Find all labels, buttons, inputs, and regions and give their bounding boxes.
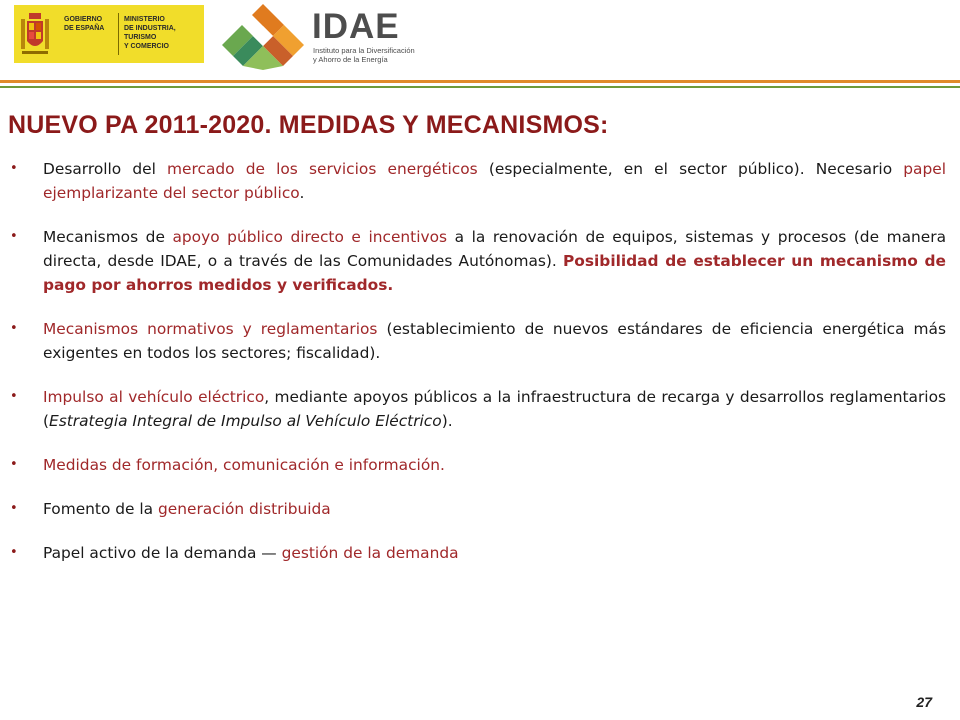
item-highlight: Mecanismos normativos y reglamentarios [43,320,378,338]
bullet-icon: • [10,161,18,176]
item-highlight: Impulso al vehículo eléctrico [43,388,265,406]
bullet-icon: • [10,501,18,516]
item-text: . [299,184,305,202]
government-label: GOBIERNO DE ESPAÑA [64,16,105,32]
bullet-list [0,157,960,585]
page-number: 27 [916,694,932,710]
government-logo [14,5,204,63]
item-highlight: gestión de la demanda [281,544,459,562]
header-rule-orange [0,80,960,83]
slide-header [0,0,960,78]
list-item [0,225,960,297]
item-highlight: papel ejemplarizante del sector público [43,160,946,202]
list-item [0,453,960,477]
bullet-icon: • [10,457,18,472]
idae-subtitle: Instituto para la Diversificación y Ahorro de la Energía [313,46,415,64]
item-bold-highlight: Posibilidad de establecer un mecanismo de pago por ahorros medidos y verificados. [43,252,946,294]
list-item [0,541,960,565]
bullet-icon: • [10,389,18,404]
item-text: , mediante apoyos públicos a la infraestructura de recarga y desarrollos reglamentarios ( [43,388,946,430]
list-item [0,385,960,433]
item-highlight: Medidas de formación, comunicación e información. [43,456,445,474]
bullet-icon: • [10,321,18,336]
coat-of-arms-icon [20,11,50,57]
item-highlight: generación distribuida [158,500,331,518]
item-italic: Estrategia Integral de Impulso al Vehículo Eléctrico [49,412,442,430]
item-text: Fomento de la [43,500,159,518]
item-highlight: apoyo público directo e incentivos [172,228,448,246]
list-item [0,157,960,205]
item-text: Papel activo de la demanda — [43,544,282,562]
idae-wordmark: IDAE [312,7,400,46]
item-text: (especialmente, en el sector público). Necesario [477,160,904,178]
item-text: a la renovación de equipos, sistemas y procesos (de manera directa, desde IDAE, o a través de las Comunidades Autónomas). [43,228,947,270]
bullet-icon: • [10,545,18,560]
list-item [0,497,960,521]
item-text: (establecimiento de nuevos estándares de eficiencia energética más exigentes en todos los sectores; fiscalidad). [43,320,947,362]
list-item [0,317,960,365]
idae-emblem-icon [220,2,306,72]
item-highlight: mercado de los servicios energéticos [167,160,478,178]
item-text: Desarrollo del [43,160,168,178]
bullet-icon: • [10,229,18,244]
slide-title: NUEVO PA 2011-2020. MEDIDAS Y MECANISMOS: [8,111,609,139]
item-text: ). [441,412,453,430]
item-text: Mecanismos de [43,228,173,246]
header-rule-green [0,86,960,88]
logo-divider [118,13,119,55]
ministry-label: MINISTERIO DE INDUSTRIA, TURISMO Y COMERCIO [124,16,176,50]
